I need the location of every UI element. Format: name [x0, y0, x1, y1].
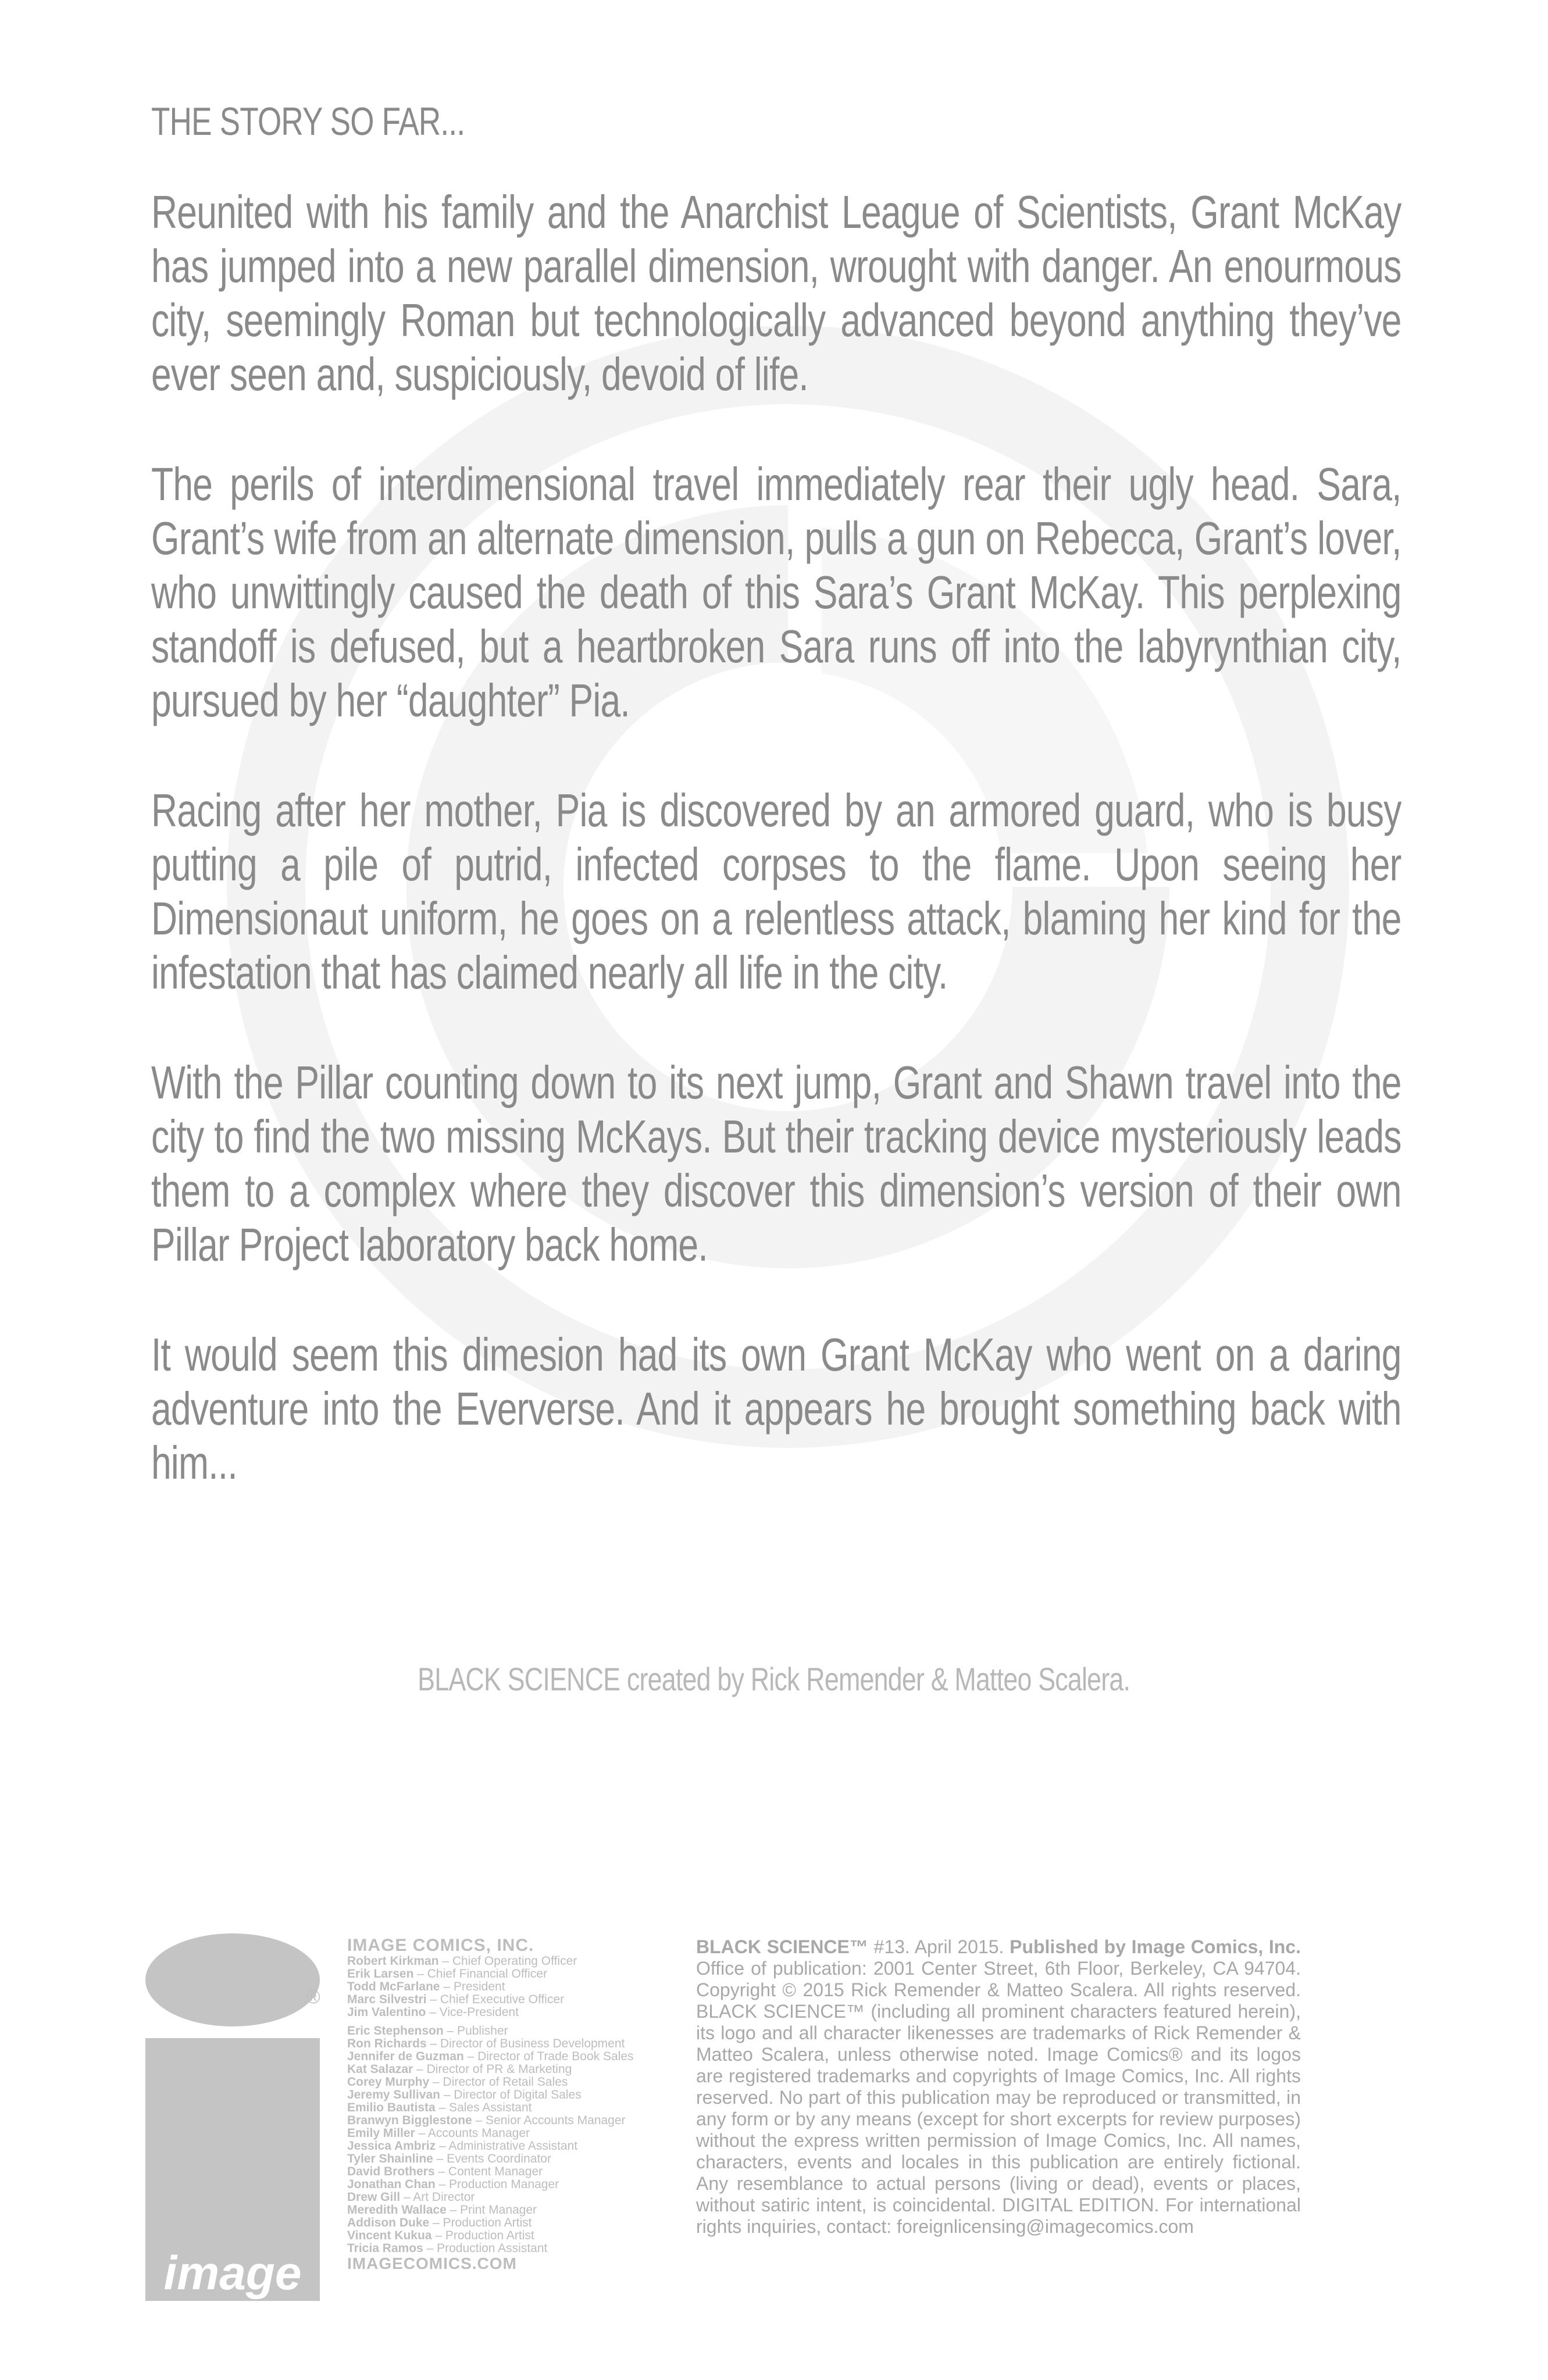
staff-row	[347, 2076, 673, 2089]
staff-role: – Art Director	[403, 2190, 475, 2204]
creator-credit	[0, 1660, 1548, 1698]
staff-name: Emily Miller	[347, 2126, 415, 2140]
staff-name: David Brothers	[347, 2165, 435, 2178]
staff-name: Addison Duke	[347, 2216, 430, 2229]
staff-row	[347, 2178, 673, 2191]
staff-role: – President	[443, 1980, 505, 1993]
staff-row	[347, 2006, 673, 2019]
registered-mark: ®	[306, 1986, 320, 2007]
legal-title: BLACK SCIENCE™	[696, 1936, 868, 1957]
staff-name: Todd McFarlane	[347, 1980, 440, 1993]
staff-role: – Director of PR & Marketing	[416, 2063, 572, 2076]
staff-row	[347, 2101, 673, 2114]
staff-role: – Print Manager	[450, 2203, 537, 2217]
staff-name: Jim Valentino	[347, 2006, 426, 2019]
staff-name: Branwyn Bigglestone	[347, 2114, 472, 2127]
staff-name: Corey Murphy	[347, 2075, 430, 2089]
staff-name: Drew Gill	[347, 2190, 401, 2204]
company-name: IMAGE COMICS, INC.	[347, 1936, 534, 1955]
staff-name: Jessica Ambriz	[347, 2139, 436, 2153]
staff-name: Jennifer de Guzman	[347, 2050, 464, 2063]
staff-row	[347, 2114, 673, 2127]
legal-issue: #13. April 2015.	[868, 1936, 1010, 1957]
staff-role: – Content Manager	[438, 2165, 543, 2178]
legal-body: Office of publication: 2001 Center Street, 6th Floor, Berkeley, CA 94704. Copyright © 2015 Rick Remender & Matteo Scalera. All rights reserved. BLACK SCIENCE™ (including all prominent characters featured herein), its logo and all character likenesses are trademarks of Rick Remender & Matteo Scalera, unless otherwise noted. Image Comics® and its logos are registered trademarks and copyrights of Image Comics, Inc. All rights reserved. No part of this publication may be reproduced or transmitted, in any form or by any means (except for short excerpts for review purposes) without the express written permission of Image Comics, Inc. All names, characters, events and locales in this publication are entirely fictional. Any resemblance to actual persons (living or dead), events or places, without satiric intent, is coincidental. DIGITAL EDITION. For international rights inquiries, contact: foreignlicensing@imagecomics.com	[696, 1958, 1301, 2237]
staff-name: Eric Stephenson	[347, 2024, 444, 2038]
staff-role: – Chief Financial Officer	[417, 1967, 547, 1981]
staff-name: Robert Kirkman	[347, 1954, 439, 1968]
staff-row	[347, 2127, 673, 2140]
staff-name: Meredith Wallace	[347, 2203, 447, 2217]
logo-wordmark: image	[163, 2247, 302, 2300]
staff-row	[347, 2191, 673, 2204]
story-so-far	[151, 99, 1401, 1546]
staff-role: – Production Assistant	[426, 2242, 548, 2255]
story-paragraph: Reunited with his family and the Anarchist League of Scientists, Grant McKay has jumped into a new parallel dimension, wrought with danger. An enourmous city, seemingly Roman but technologically advanced beyond anything they’ve ever seen and, suspiciously, devoid of life.	[151, 186, 1401, 400]
staff-role: – Publisher	[447, 2024, 508, 2038]
staff-role: – Accounts Manager	[418, 2126, 530, 2140]
story-paragraph: With the Pillar counting down to its next jump, Grant and Shawn travel into the city to find the two missing McKays. But their tracking device mysteriously leads them to a complex where they discover this dimension’s version of their own Pillar Project laboratory back home.	[151, 1057, 1401, 1271]
story-paragraph: The perils of interdimensional travel immediately rear their ugly head. Sara, Grant’s wife from an alternate dimension, pulls a gun on Rebecca, Grant’s lover, who unwittingly caused the death of this Sara’s Grant McKay. This perplexing standoff is defused, but a heartbroken Sara runs off into the labyrynthian city, pursued by her “daughter” Pia.	[151, 458, 1401, 726]
staff-row	[347, 2229, 673, 2242]
staff-row	[347, 2165, 673, 2178]
staff-role: – Director of Retail Sales	[433, 2075, 568, 2089]
staff-name: Erik Larsen	[347, 1967, 414, 1981]
staff-name: Kat Salazar	[347, 2063, 413, 2076]
staff-role: – Director of Business Development	[430, 2037, 625, 2050]
staff-name: Marc Silvestri	[347, 1993, 427, 2006]
staff-name: Emilio Bautista	[347, 2101, 436, 2114]
staff-role: – Events Coordinator	[436, 2152, 551, 2165]
staff-name: Jonathan Chan	[347, 2178, 436, 2191]
staff-role: – Chief Executive Officer	[430, 1993, 565, 2006]
story-paragraph: Racing after her mother, Pia is discovered by an armored guard, who is busy putting a pile of putrid, infected corpses to the flame. Upon seeing her Dimensionaut uniform, he goes on a relentless attack, blaming her kind for the infestation that has claimed nearly all life in the city.	[151, 784, 1401, 998]
staff-role: – Production Manager	[438, 2178, 559, 2191]
staff-row	[347, 2089, 673, 2101]
staff-row	[347, 1981, 673, 1993]
company-website: IMAGECOMICS.COM	[347, 2254, 517, 2272]
staff-role: – Production Artist	[433, 2216, 532, 2229]
staff-name: Tricia Ramos	[347, 2242, 423, 2255]
staff-row	[347, 2025, 673, 2038]
staff-row	[347, 1968, 673, 1981]
story-paragraph: It would seem this dimesion had its own Grant McKay who went on a daring adventure into the Eververse. And it appears he brought something back with him...	[151, 1329, 1401, 1489]
staff-name: Ron Richards	[347, 2037, 427, 2050]
staff-row	[347, 1993, 673, 2006]
staff-group-executives	[347, 1955, 673, 2019]
staff-row	[347, 2038, 673, 2050]
staff-name: Jeremy Sullivan	[347, 2088, 440, 2101]
creator-credit-text: BLACK SCIENCE created by Rick Remender & Matteo Scalera.	[418, 1661, 1130, 1697]
staff-row	[347, 2242, 673, 2255]
staff-group-staff	[347, 2025, 673, 2255]
legal-publisher: Published by Image Comics, Inc.	[1010, 1936, 1301, 1957]
story-title: THE STORY SO FAR...	[151, 99, 465, 144]
staff-row	[347, 2153, 673, 2165]
staff-role: – Administrative Assistant	[438, 2139, 578, 2153]
staff-role: – Director of Trade Book Sales	[467, 2050, 634, 2063]
legal-indicia	[696, 1936, 1301, 2238]
staff-row	[347, 2140, 673, 2153]
staff-row	[347, 2050, 673, 2063]
staff-name: Vincent Kukua	[347, 2229, 432, 2242]
image-comics-logo-icon	[145, 1933, 320, 2301]
staff-row	[347, 2063, 673, 2076]
staff-role: – Chief Operating Officer	[442, 1954, 577, 1968]
staff-role: – Vice-President	[429, 2006, 519, 2019]
staff-name: Tyler Shainline	[347, 2152, 433, 2165]
staff-role: – Director of Digital Sales	[443, 2088, 582, 2101]
staff-row	[347, 2217, 673, 2229]
staff-role: – Production Artist	[435, 2229, 534, 2242]
staff-role: – Sales Assistant	[438, 2101, 532, 2114]
staff-row	[347, 2204, 673, 2217]
staff-row	[347, 1955, 673, 1968]
staff-role: – Senior Accounts Manager	[475, 2114, 626, 2127]
staff-list	[347, 1936, 673, 2272]
